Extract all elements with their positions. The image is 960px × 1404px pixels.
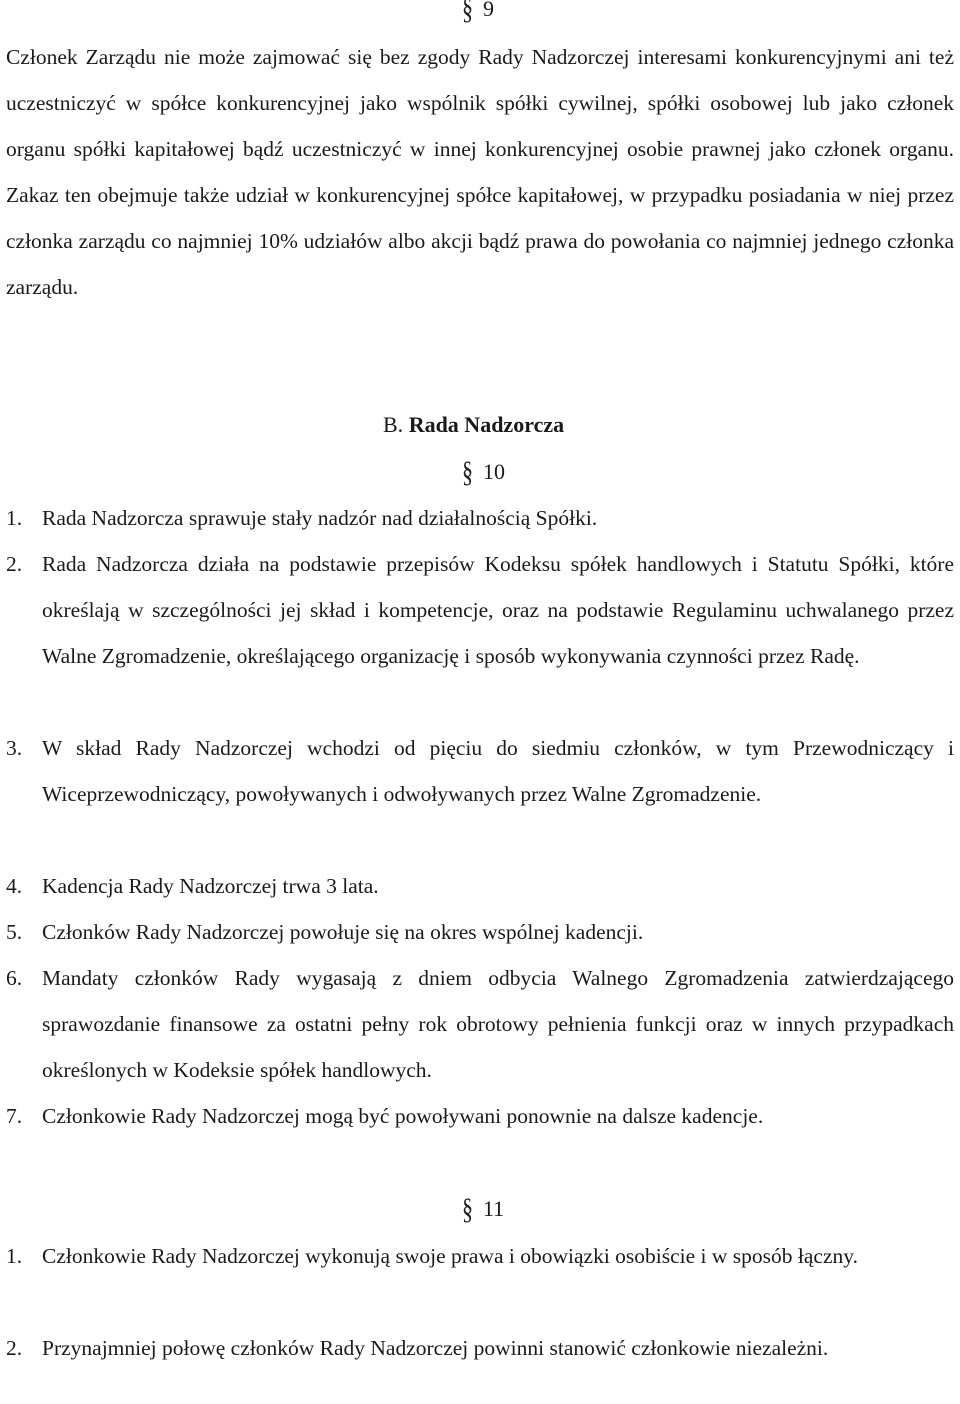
chapter-heading <box>383 414 564 436</box>
list-item <box>6 1325 954 1371</box>
list-item-number: 7. <box>6 1104 23 1128</box>
section-number: 10 <box>483 459 505 484</box>
list-item-number: 3. <box>6 736 23 760</box>
list-item-text: Członkowie Rady Nadzorczej mogą być powoływani ponownie na dalsze kadencje. <box>42 1104 764 1128</box>
list-item-number: 1. <box>6 506 23 530</box>
list-item-number: 2. <box>6 552 23 576</box>
list-item-text: Rada Nadzorcza sprawuje stały nadzór nad działalnością Spółki. <box>42 506 598 530</box>
section-9-heading <box>462 0 494 26</box>
list-item-number: 4. <box>6 874 23 898</box>
section-10-heading <box>462 454 505 489</box>
list-item <box>6 725 954 817</box>
chapter-title: Rada Nadzorcza <box>408 412 565 437</box>
list-item-text: Członków Rady Nadzorczej powołuje się na okres wspólnej kadencji. <box>42 920 644 944</box>
list-item <box>6 909 954 955</box>
list-item <box>6 1093 954 1139</box>
list-item-number: 2. <box>6 1336 23 1360</box>
list-item <box>6 495 954 541</box>
list-item-text: Rada Nadzorcza działa na podstawie przepisów Kodeksu spółek handlowych i Statutu Spółki, które określają w szczególności jej skład i kompetencje, oraz na podstawie Regulaminu uchwalanego przez Walne Zgromadzenie, określającego organizację i sposób wykonywania czynności przez Radę. <box>42 552 954 668</box>
list-item <box>6 863 954 909</box>
section-9-paragraph: Członek Zarządu nie może zajmować się bez zgody Rady Nadzorczej interesami konkurencyjnymi ani też uczestniczyć w spółce konkurencyjnej jako wspólnik spółki cywilnej, spółki osobowej lub jako członek organu spółki kapitałowej bądź uczestniczyć w innej konkurencyjnej osobie prawnej jako członek organu. Zakaz ten obejmuje także udział w konkurencyjnej spółce kapitałowej, w przypadku posiadania w niej przez członka zarządu co najmniej 10% udziałów albo akcji bądź prawa do powołania co najmniej jednego członka zarządu. <box>6 45 954 299</box>
list-item-text: Mandaty członków Rady wygasają z dniem odbycia Walnego Zgromadzenia zatwierdzającego sprawozdanie finansowe za ostatni pełny rok obrotowy pełnienia funkcji oraz w innych przypadkach określonych w Kodeksie spółek handlowych. <box>42 966 954 1082</box>
chapter-prefix: B. <box>383 412 404 437</box>
section-symbol: § <box>462 0 473 26</box>
section-number: 9 <box>483 0 494 21</box>
section-number: 11 <box>483 1196 505 1221</box>
section-11-heading <box>462 1191 505 1226</box>
list-item-text: Członkowie Rady Nadzorczej wykonują swoje prawa i obowiązki osobiście i w sposób łączny. <box>42 1244 858 1268</box>
list-item <box>6 955 954 1093</box>
section-symbol: § <box>462 454 473 489</box>
list-item-text: W skład Rady Nadzorczej wchodzi od pięciu do siedmiu członków, w tym Przewodniczący i Wiceprzewodniczący, powoływanych i odwoływanych przez Walne Zgromadzenie. <box>42 736 954 806</box>
list-item-text: Przynajmniej połowę członków Rady Nadzorczej powinni stanowić członkowie niezależni. <box>42 1336 829 1360</box>
list-item-text: Kadencja Rady Nadzorczej trwa 3 lata. <box>42 874 379 898</box>
list-item-number: 6. <box>6 966 23 990</box>
list-item-number: 5. <box>6 920 23 944</box>
section-symbol: § <box>462 1191 473 1226</box>
list-item <box>6 1233 954 1279</box>
list-item <box>6 541 954 679</box>
list-item-number: 1. <box>6 1244 23 1268</box>
